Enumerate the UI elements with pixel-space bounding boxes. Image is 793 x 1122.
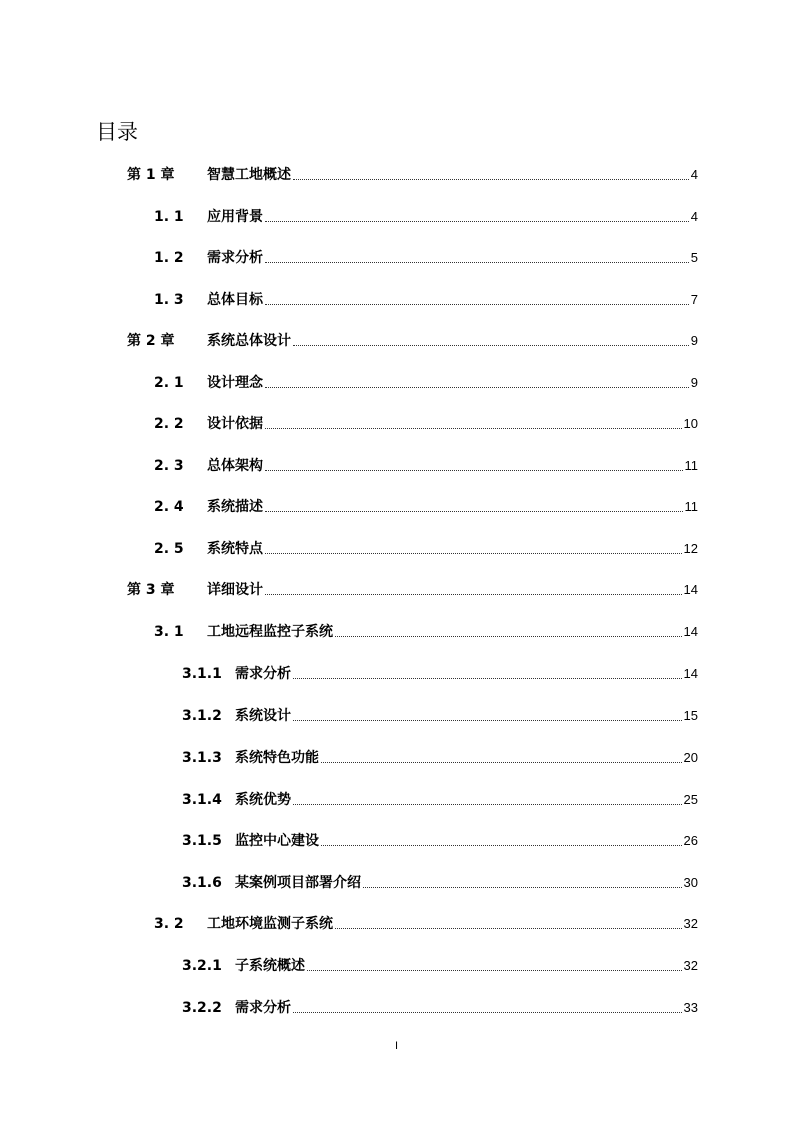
- toc-entry-number: 3. 2: [154, 916, 184, 932]
- toc-entry-number: 第 2 章: [127, 333, 175, 349]
- toc-entry-page: 20: [683, 750, 698, 765]
- toc-entry-number: 3.1.6: [182, 875, 222, 891]
- toc-dot-leader: [265, 470, 683, 471]
- toc-entry-title: 子系统概述: [235, 958, 305, 974]
- toc-dot-leader: [335, 928, 682, 929]
- toc-entry[interactable]: [154, 206, 698, 226]
- toc-entry-title: 设计依据: [207, 416, 263, 432]
- toc-entry-number: 3.1.3: [182, 750, 222, 766]
- toc-dot-leader: [265, 594, 682, 595]
- toc-entry-number: 第 3 章: [127, 582, 175, 598]
- toc-entry-page: 5: [690, 250, 698, 265]
- toc-entry[interactable]: [154, 413, 698, 433]
- toc-entry[interactable]: [154, 455, 698, 475]
- toc-dot-leader: [321, 845, 682, 846]
- toc-entry-number: 2. 5: [154, 541, 184, 557]
- toc-entry-title: 系统特点: [207, 541, 263, 557]
- toc-entry[interactable]: [154, 372, 698, 392]
- toc-entry-page: 14: [683, 582, 698, 597]
- toc-entry[interactable]: [182, 789, 698, 809]
- toc-entry-number: 第 1 章: [127, 167, 175, 183]
- toc-dot-leader: [293, 1012, 682, 1013]
- toc-entry[interactable]: [182, 955, 698, 975]
- toc-dot-leader: [293, 179, 689, 180]
- toc-entry-title: 监控中心建设: [235, 833, 319, 849]
- toc-entry-title: 应用背景: [207, 209, 263, 225]
- toc-entry-title: 系统总体设计: [207, 333, 291, 349]
- toc-dot-leader: [265, 304, 689, 305]
- toc-entry-number: 1. 1: [154, 209, 184, 225]
- toc-entry-title: 智慧工地概述: [207, 167, 291, 183]
- toc-dot-leader: [293, 804, 682, 805]
- toc-entry-number: 1. 2: [154, 250, 184, 266]
- toc-entry[interactable]: [154, 913, 698, 933]
- toc-entry-page: 30: [683, 875, 698, 890]
- toc-entry-page: 12: [683, 541, 698, 556]
- toc-entry-number: 3.1.1: [182, 666, 222, 682]
- toc-entry[interactable]: [182, 872, 698, 892]
- toc-dot-leader: [293, 345, 689, 346]
- toc-entry-title: 系统优势: [235, 792, 291, 808]
- toc-entry[interactable]: [154, 247, 698, 267]
- toc-entry[interactable]: [182, 705, 698, 725]
- toc-entry-title: 设计理念: [207, 375, 263, 391]
- toc-entry-title: 需求分析: [235, 666, 291, 682]
- toc-entry-number: 3.2.1: [182, 958, 222, 974]
- toc-dot-leader: [293, 720, 682, 721]
- toc-entry-page: 7: [690, 292, 698, 307]
- toc-entry-number: 3.1.2: [182, 708, 222, 724]
- toc-entry-page: 33: [683, 1000, 698, 1015]
- toc-entry-number: 2. 4: [154, 499, 184, 515]
- toc-dot-leader: [265, 387, 689, 388]
- toc-entry-number: 2. 3: [154, 458, 184, 474]
- toc-dot-leader: [265, 221, 689, 222]
- toc-entry-page: 32: [683, 916, 698, 931]
- toc-title: 目录: [96, 120, 138, 144]
- page-number: I: [394, 1040, 399, 1052]
- toc-dot-leader: [335, 636, 682, 637]
- toc-entry-page: 11: [684, 458, 698, 473]
- toc-entry-title: 工地环境监测子系统: [207, 916, 333, 932]
- toc-dot-leader: [265, 553, 682, 554]
- toc-entry[interactable]: [182, 747, 698, 767]
- toc-entry-page: 10: [683, 416, 698, 431]
- toc-entry[interactable]: [154, 289, 698, 309]
- toc-dot-leader: [321, 762, 682, 763]
- toc-dot-leader: [265, 262, 689, 263]
- toc-entry-number: 2. 1: [154, 375, 184, 391]
- toc-entry-page: 15: [683, 708, 698, 723]
- toc-dot-leader: [293, 678, 682, 679]
- toc-entry[interactable]: [154, 538, 698, 558]
- toc-dot-leader: [307, 970, 682, 971]
- toc-entry-page: 11: [684, 499, 698, 514]
- toc-entry-title: 需求分析: [235, 1000, 291, 1016]
- toc-dot-leader: [265, 511, 683, 512]
- toc-entry-title: 某案例项目部署介绍: [235, 875, 361, 891]
- toc-dot-leader: [265, 428, 682, 429]
- toc-entry-title: 需求分析: [207, 250, 263, 266]
- toc-entry-title: 总体架构: [207, 458, 263, 474]
- toc-entry-number: 3.1.4: [182, 792, 222, 808]
- toc-entry[interactable]: [127, 579, 698, 599]
- toc-entry-page: 9: [690, 333, 698, 348]
- toc-entry[interactable]: [182, 663, 698, 683]
- toc-entry[interactable]: [182, 997, 698, 1017]
- toc-entry-title: 系统特色功能: [235, 750, 319, 766]
- toc-entry-number: 1. 3: [154, 292, 184, 308]
- toc-entry-page: 14: [683, 624, 698, 639]
- toc-entry-number: 3.2.2: [182, 1000, 222, 1016]
- toc-entry[interactable]: [182, 830, 698, 850]
- toc-entry[interactable]: [154, 621, 698, 641]
- toc-entry-page: 4: [690, 167, 698, 182]
- toc-entry-title: 系统设计: [235, 708, 291, 724]
- toc-entry[interactable]: [127, 330, 698, 350]
- toc-entry-page: 32: [683, 958, 698, 973]
- toc-entry-number: 2. 2: [154, 416, 184, 432]
- toc-entry-title: 总体目标: [207, 292, 263, 308]
- toc-entry-page: 26: [683, 833, 698, 848]
- toc-entry-title: 详细设计: [207, 582, 263, 598]
- toc-entry-page: 9: [690, 375, 698, 390]
- toc-entry-title: 工地远程监控子系统: [207, 624, 333, 640]
- toc-entry-page: 25: [683, 792, 698, 807]
- toc-entry[interactable]: [127, 164, 698, 184]
- toc-entry-number: 3.1.5: [182, 833, 222, 849]
- toc-entry-number: 3. 1: [154, 624, 184, 640]
- toc-dot-leader: [363, 887, 682, 888]
- toc-entry-page: 4: [690, 209, 698, 224]
- toc-entry[interactable]: [154, 496, 698, 516]
- toc-entry-title: 系统描述: [207, 499, 263, 515]
- toc-entry-page: 14: [683, 666, 698, 681]
